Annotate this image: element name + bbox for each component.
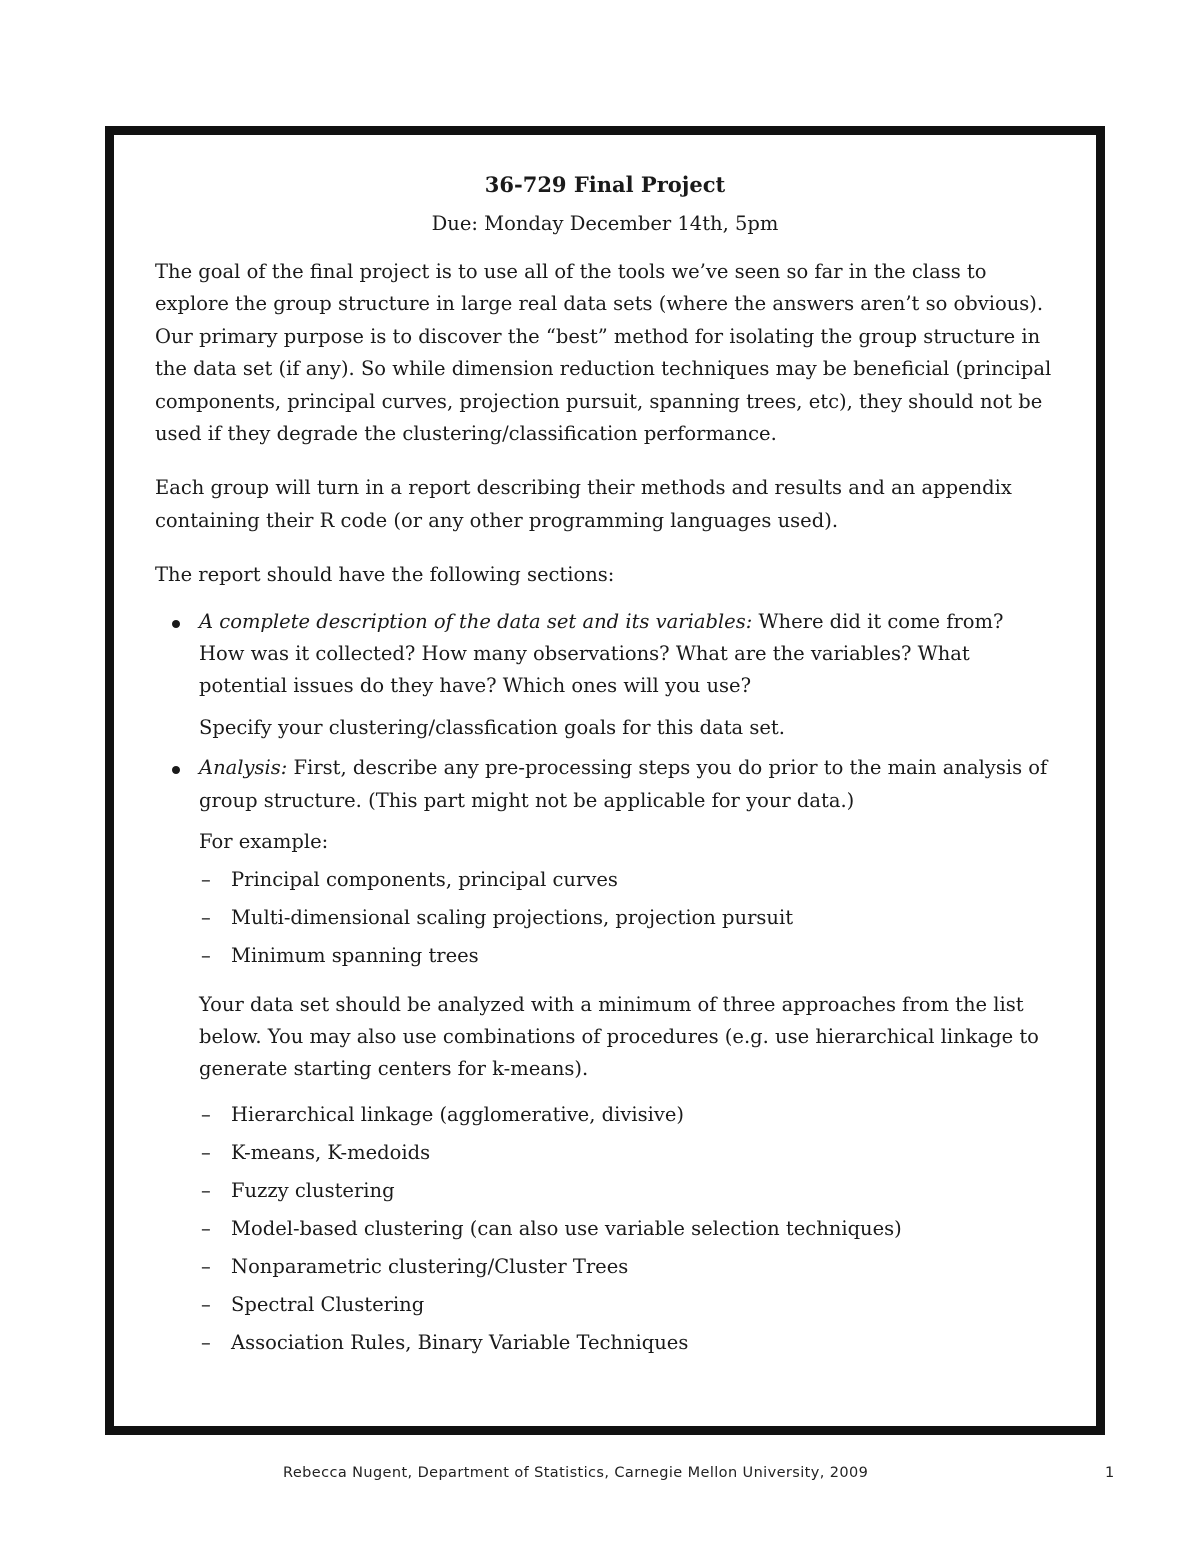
dash-icon: – (201, 1140, 211, 1164)
list-item: – Minimum spanning trees (199, 937, 1055, 975)
list-item: – K-means, K-medoids (199, 1134, 1055, 1172)
description-text (199, 606, 1055, 703)
dash-icon: – (201, 1292, 211, 1316)
description-heading: A complete description of the data set and its variables: (199, 609, 753, 633)
list-item: – Nonparametric clustering/Cluster Trees (199, 1248, 1055, 1286)
analysis-body: First, describe any pre-processing steps you do prior to the main analysis of group structure. (This part might not be applicable for your data.) (199, 756, 1048, 812)
section-item-analysis (155, 752, 1055, 1361)
dash-icon: – (201, 1178, 211, 1202)
list-item: – Model-based clustering (can also use variable selection techniques) (199, 1210, 1055, 1248)
page-title: 36-729 Final Project (484, 172, 726, 197)
dash-icon: – (201, 1102, 211, 1126)
dash-icon: – (201, 1216, 211, 1240)
list-item: – Fuzzy clustering (199, 1172, 1055, 1210)
dash-icon: – (201, 867, 211, 891)
due-date: Due: Monday December 14th, 5pm (431, 212, 779, 235)
list-item: – Association Rules, Binary Variable Techniques (199, 1324, 1055, 1362)
goals-text: Specify your clustering/classfication goals for this data set. (199, 715, 785, 739)
bullet-icon (172, 766, 180, 774)
footer-credit: Rebecca Nugent, Department of Statistics, Carnegie Mellon University, 2009 (283, 1465, 869, 1481)
list-item: – Spectral Clustering (199, 1286, 1055, 1324)
page-number: 1 (1105, 1465, 1115, 1481)
section-item-description (155, 606, 1055, 745)
analysis-text (199, 752, 1055, 817)
sections-intro: The report should have the following sections: (155, 563, 615, 587)
list-item: – Hierarchical linkage (agglomerative, divisive) (199, 1096, 1055, 1134)
description-body: Where did it come from? How was it collected? How many observations? What are the variables? What potential issues do they have? Which ones will you use? (199, 609, 1004, 698)
sections-list (155, 606, 1055, 1362)
dash-icon: – (201, 1330, 211, 1354)
dash-icon: – (201, 905, 211, 929)
list-item: – Multi-dimensional scaling projections, projection pursuit (199, 899, 1055, 937)
approaches-list (199, 1096, 1055, 1362)
dash-icon: – (201, 943, 211, 967)
preprocessing-list (199, 861, 1055, 975)
intro-paragraph: The goal of the final project is to use all of the tools we’ve seen so far in the class to explore the group structure in large real data sets (where the answers aren’t so obvious). Our primary purpose is to discover the “best” method for isolating the group structure in the data set (if any). So while dimension reduction techniques may be beneficial (principal components, principal curves, projection pursuit, spanning trees, etc), they should not be used if they degrade the clustering/classification performance. (155, 260, 1052, 446)
example-label: For example: (199, 830, 329, 854)
analysis-heading: Analysis: (199, 756, 288, 780)
dash-icon: – (201, 1254, 211, 1278)
bullet-icon (172, 620, 180, 628)
document-body (155, 168, 1055, 1362)
list-item: – Principal components, principal curves (199, 861, 1055, 899)
report-paragraph: Each group will turn in a report describing their methods and results and an appendix containing their R code (or any other programming languages used). (155, 476, 1012, 532)
approaches-text: Your data set should be analyzed with a minimum of three approaches from the list below. You may also use combinations of procedures (e.g. use hierarchical linkage to generate starting centers for k-means). (199, 992, 1039, 1081)
